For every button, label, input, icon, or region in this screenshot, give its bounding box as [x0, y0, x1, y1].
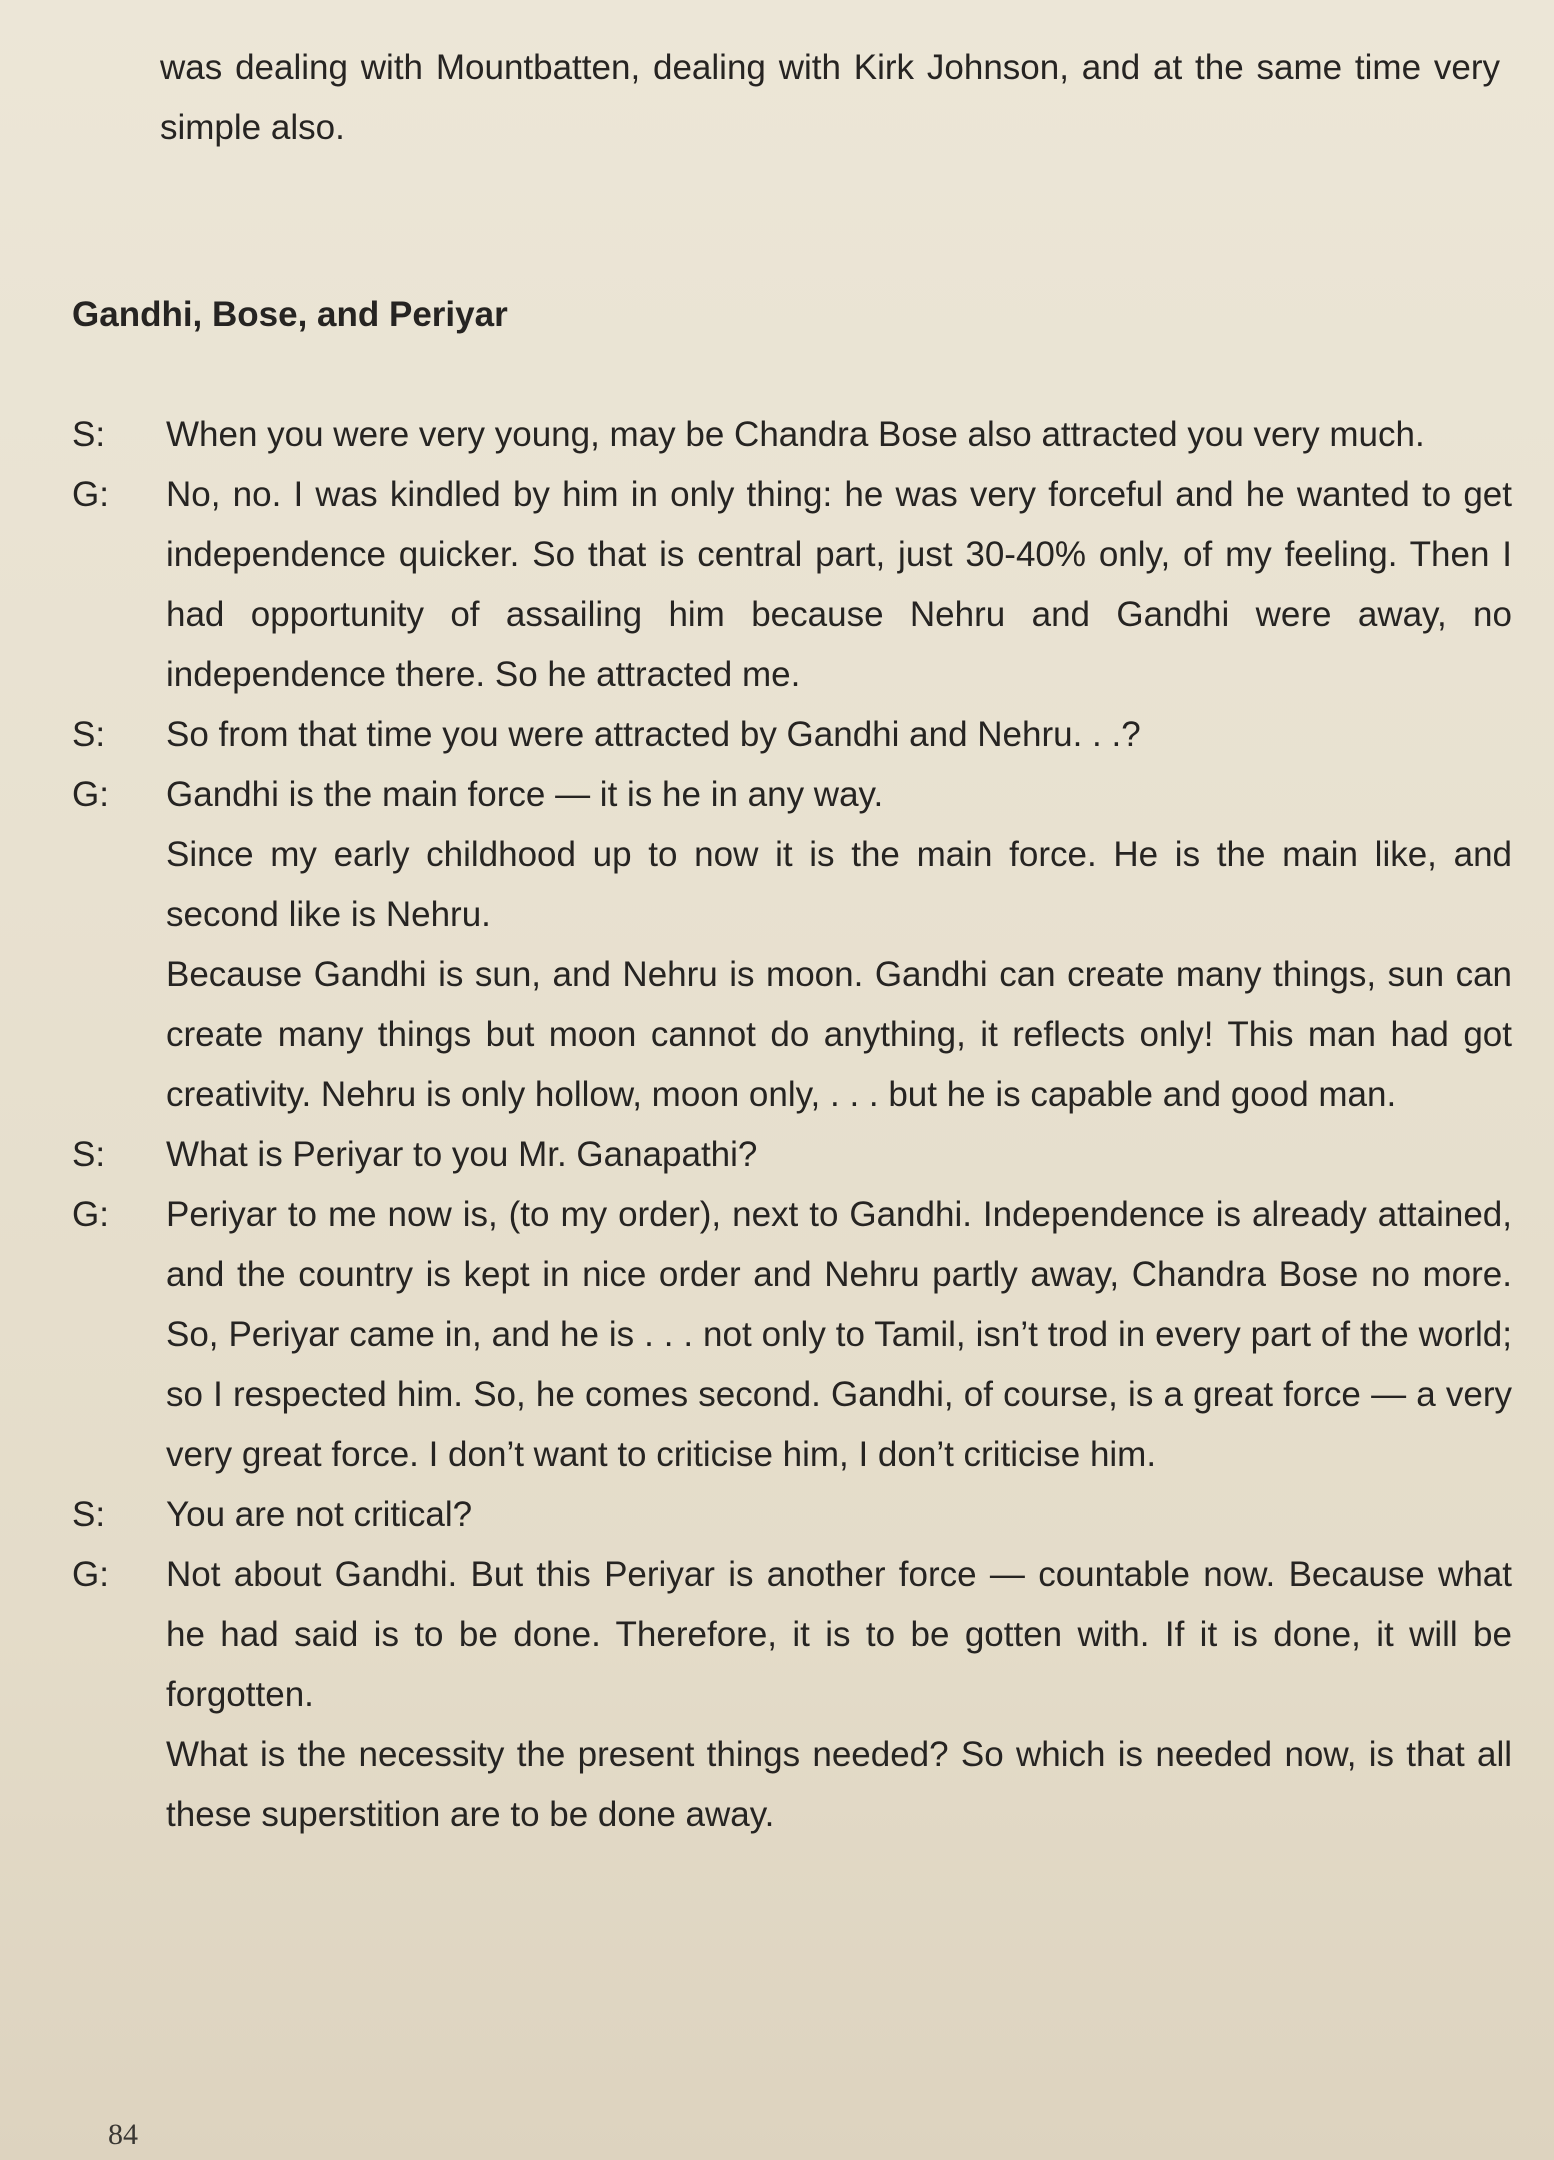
dialogue-turn — [72, 405, 1512, 465]
speaker-label: G: — [72, 775, 109, 814]
dialogue-paragraph: When you were very young, may be Chandra Bose also attracted you very much. — [166, 415, 1425, 454]
speaker-label: S: — [72, 1495, 106, 1534]
speaker-label: G: — [72, 1195, 109, 1234]
turn-body — [166, 1485, 1512, 1545]
page-number: 84 — [108, 2118, 138, 2151]
turn-body — [166, 1545, 1512, 1845]
dialogue-paragraph: Not about Gandhi. But this Periyar is another force — countable now. Because what he had said is to be done. Therefore, it is to be gotten with. If it is done, it will be forgotten. — [166, 1555, 1512, 1714]
dialogue-paragraph: Because Gandhi is sun, and Nehru is moon. Gandhi can create many things, sun can create many things but moon cannot do anything, it reflects only! This man had got creativity. Nehru is only hollow, moon only, . . . but he is capable and good man. — [166, 955, 1512, 1114]
dialogue-paragraph: Since my early childhood up to now it is the main force. He is the main like, and second like is Nehru. — [166, 835, 1512, 934]
dialogue-paragraph: No, no. I was kindled by him in only thing: he was very forceful and he wanted to get independence quicker. So that is central part, just 30-40% only, of my feeling. Then I had opportunity of assailing him because Nehru and Gandhi were away, no independence there. So he attracted me. — [166, 475, 1512, 694]
dialogue-paragraph: What is the necessity the present things needed? So which is needed now, is that all these superstition are to be done away. — [166, 1735, 1512, 1834]
dialogue-turn — [72, 465, 1512, 705]
dialogue-paragraph: Gandhi is the main force — it is he in any way. — [166, 775, 884, 814]
turn-body — [166, 1125, 1512, 1185]
turn-body — [166, 1185, 1512, 1485]
turn-body — [166, 465, 1512, 705]
dialogue-paragraph: So from that time you were attracted by Gandhi and Nehru. . .? — [166, 715, 1141, 754]
speaker-label: S: — [72, 1135, 106, 1174]
speaker-label: S: — [72, 415, 106, 454]
dialogue-paragraph: You are not critical? — [166, 1495, 473, 1534]
dialogue-turn — [72, 1485, 1512, 1545]
turn-body — [166, 405, 1512, 465]
dialogue-turn — [72, 1185, 1512, 1485]
continuation-text: was dealing with Mountbatten, dealing with Kirk Johnson, and at the same time very simple also. — [160, 48, 1500, 147]
speaker-label: G: — [72, 1555, 109, 1594]
turn-body — [166, 765, 1512, 1125]
speaker-label: G: — [72, 475, 109, 514]
dialogue-paragraph: Periyar to me now is, (to my order), next to Gandhi. Independence is already attained, and the country is kept in nice order and Nehru partly away, Chandra Bose no more. So, Periyar came in, and he is . . . not only to Tamil, isn’t trod in every part of the world; so I respected him. So, he comes second. Gandhi, of course, is a great force — a very very great force. I don’t want to criticise him, I don’t criticise him. — [166, 1195, 1512, 1474]
section-heading: Gandhi, Bose, and Periyar — [72, 295, 508, 334]
dialogue-turn — [72, 1125, 1512, 1185]
interview-dialogue — [72, 405, 1512, 1845]
dialogue-turn — [72, 765, 1512, 1125]
dialogue-turn — [72, 705, 1512, 765]
turn-body — [166, 705, 1512, 765]
dialogue-turn — [72, 1545, 1512, 1845]
dialogue-paragraph: What is Periyar to you Mr. Ganapathi? — [166, 1135, 758, 1174]
speaker-label: S: — [72, 715, 106, 754]
